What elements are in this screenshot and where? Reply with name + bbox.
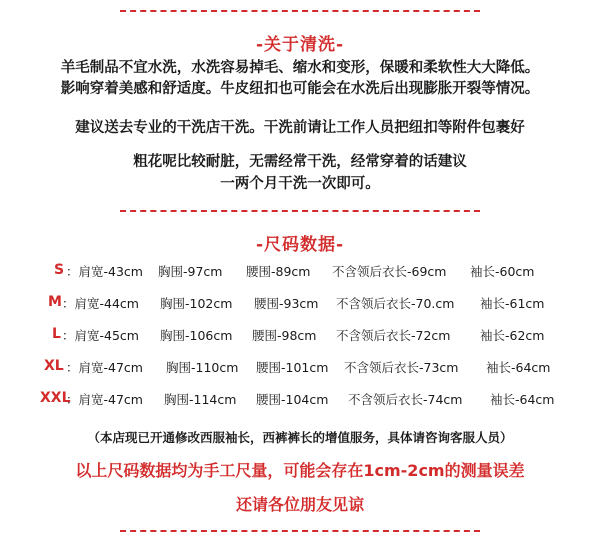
washing-line-3: 建议送去专业的干洗店干洗。干洗前请让工作人员把纽扣等附件包裹好 (75, 120, 525, 136)
sleeve-value: 袖长-64cm (490, 392, 555, 407)
washing-line-1: 羊毛制品不宜水洗，水洗容易掉毛、缩水和变形，保暖和柔软性大大降低。 (60, 60, 540, 76)
chest-value: 胸围-114cm (164, 392, 237, 407)
waist-value: 腰围-93cm (254, 296, 319, 311)
chest-value: 胸围-102cm (160, 296, 233, 311)
size-label: XXL (40, 390, 71, 406)
washing-line-2: 影响穿着美感和舒适度。牛皮纽扣也可能会在水洗后出现膨胀开裂等情况。 (60, 81, 540, 97)
length-value: 不含领后衣长-70.cm (336, 296, 455, 311)
size-label: L (52, 326, 61, 342)
chest-value: 胸围-106cm (160, 328, 233, 343)
bottom-divider (120, 530, 480, 532)
chest-value: 胸围-97cm (158, 264, 223, 279)
shoulder-value: ：肩宽-47cm (66, 360, 143, 375)
sleeve-value: 袖长-64cm (486, 360, 551, 375)
shoulder-value: ：肩宽-45cm (62, 328, 139, 343)
top-divider (120, 10, 480, 12)
chest-value: 胸围-110cm (166, 360, 239, 375)
waist-value: 腰围-89cm (246, 264, 311, 279)
waist-value: 腰围-98cm (252, 328, 317, 343)
sleeve-value: 袖长-61cm (480, 296, 545, 311)
measurement-warning: 以上尺码数据均为手工尺量，可能会存在1cm-2cm的测量误差 (75, 461, 525, 480)
length-value: 不含领后衣长-69cm (332, 264, 447, 279)
size-row (30, 358, 590, 380)
waist-value: 腰围-101cm (256, 360, 329, 375)
size-row (30, 326, 590, 348)
length-value: 不含领后衣长-73cm (344, 360, 459, 375)
sizes-title: -尺码数据- (255, 235, 345, 255)
size-label: XL (44, 358, 64, 374)
washing-title: -关于清洗- (255, 35, 345, 55)
sleeve-value: 袖长-60cm (470, 264, 535, 279)
middle-divider (120, 210, 480, 212)
service-note: （本店现已开通修改西服袖长，西裤裤长的增值服务，具体请咨询客服人员） (87, 430, 513, 445)
length-value: 不含领后衣长-72cm (336, 328, 451, 343)
washing-line-4: 粗花呢比较耐脏，无需经常干洗，经常穿着的话建议 (133, 154, 467, 170)
size-row (30, 262, 590, 284)
shoulder-value: ：肩宽-43cm (66, 264, 143, 279)
length-value: 不含领后衣长-74cm (348, 392, 463, 407)
sleeve-value: 袖长-62cm (480, 328, 545, 343)
shoulder-value: ：肩宽-44cm (62, 296, 139, 311)
washing-line-5: 一两个月干洗一次即可。 (220, 176, 380, 192)
size-label: M (48, 294, 62, 310)
size-row (30, 390, 590, 412)
size-row (30, 294, 590, 316)
waist-value: 腰围-104cm (256, 392, 329, 407)
size-label: S (54, 262, 65, 278)
apology-line: 还请各位朋友见谅 (235, 495, 364, 514)
shoulder-value: ：肩宽-47cm (66, 392, 143, 407)
